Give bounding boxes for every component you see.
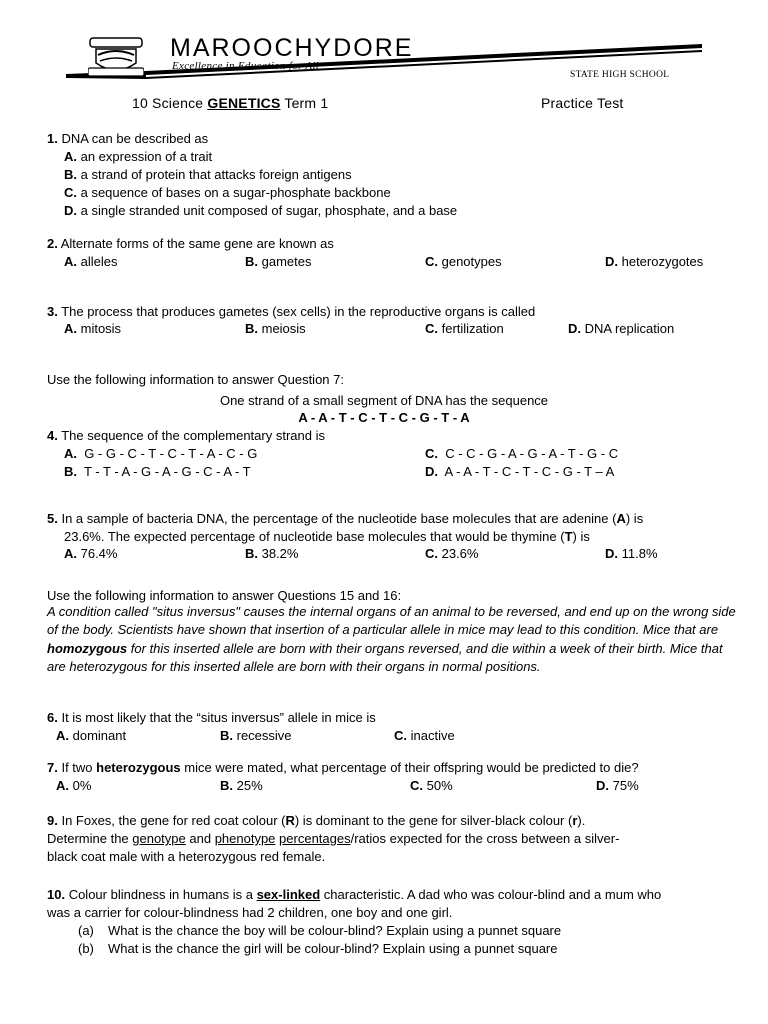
school-type: STATE HIGH SCHOOL bbox=[570, 70, 670, 80]
info-intro-q15-16: Use the following information to answer Questions 15 and 16: bbox=[47, 588, 402, 603]
q5-option-c: C. 23.6% bbox=[425, 546, 479, 561]
question-10-line2: was a carrier for colour-blindness had 2 children, one boy and one girl. bbox=[47, 905, 453, 920]
q5-option-b: B. 38.2% bbox=[245, 546, 299, 561]
q3-option-c: C. fertilization bbox=[425, 321, 504, 336]
info-intro-q7: Use the following information to answer Question 7: bbox=[47, 372, 344, 387]
q3-option-b: B. meiosis bbox=[245, 321, 306, 336]
q10-part-b-label: (b) bbox=[78, 941, 94, 956]
question-7: 7. If two heterozygous mice were mated, what percentage of their offspring would be predicted to die? bbox=[47, 760, 639, 775]
q1-option-b: B. a strand of protein that attacks foreign antigens bbox=[64, 167, 352, 182]
title-suffix: Term 1 bbox=[280, 95, 329, 111]
situs-inversus-passage: A condition called "situs inversus" causes the internal organs of an animal to be reversed, and end up on the wrong side of the body. Scientists have shown that insertion of a particular allele in mice may lead to this condition. Mice that are homozygous for this inserted allele are born with their organs reversed, and die within a week of their birth. Mice that are heterozygous for this inserted allele are born with their organs in normal positions. bbox=[47, 604, 736, 674]
question-6: 6. It is most likely that the “situs inversus” allele in mice is bbox=[47, 710, 376, 725]
question-9-line2: Determine the genotype and phenotype percentages/ratios expected for the cross between a silver- bbox=[47, 831, 620, 846]
practice-test-label: Practice Test bbox=[541, 95, 624, 111]
school-name: MAROOCHYDORE bbox=[170, 34, 414, 62]
q7-option-c: C. 50% bbox=[410, 778, 453, 793]
title-subject: GENETICS bbox=[207, 95, 281, 111]
dna-sequence: A - A - T - C - T - C - G - T - A bbox=[298, 410, 470, 425]
page-title bbox=[132, 95, 328, 111]
q6-option-c: C. inactive bbox=[394, 728, 455, 743]
q1-option-d: D. a single stranded unit composed of sugar, phosphate, and a base bbox=[64, 203, 458, 218]
q1-option-a: A. an expression of a trait bbox=[64, 149, 213, 164]
q4-option-a: A. G - G - C - T - C - T - A - C - G bbox=[64, 446, 258, 461]
question-9-line1: 9. In Foxes, the gene for red coat colour (R) is dominant to the gene for silver-black colour (r). bbox=[47, 813, 586, 828]
info-dna-line: One strand of a small segment of DNA has the sequence bbox=[219, 393, 549, 408]
q5-option-a: A. 76.4% bbox=[64, 546, 118, 561]
q3-option-a: A. mitosis bbox=[64, 321, 122, 336]
q2-option-d: D. heterozygotes bbox=[605, 254, 704, 269]
question-5-line2: 23.6%. The expected percentage of nucleotide base molecules that would be thymine (T) is bbox=[64, 529, 590, 544]
q2-option-b: B. gametes bbox=[245, 254, 312, 269]
q10-part-a-label: (a) bbox=[78, 923, 94, 938]
q10-part-a-text: What is the chance the boy will be colour-blind? Explain using a punnet square bbox=[108, 923, 562, 938]
q4-option-c: C. C - C - G - A - G - A - T - G - C bbox=[425, 446, 619, 461]
question-10-line1: 10. Colour blindness in humans is a sex-linked characteristic. A dad who was colour-blind and a mum who bbox=[47, 887, 662, 902]
q7-option-b: B. 25% bbox=[220, 778, 263, 793]
question-3: 3. The process that produces gametes (sex cells) in the reproductive organs is called bbox=[47, 304, 536, 319]
question-2: 2. Alternate forms of the same gene are known as bbox=[47, 236, 334, 251]
question-number: 1. bbox=[47, 131, 58, 146]
q4-option-d: D. A - A - T - C - T - C - G - T – A bbox=[425, 464, 615, 479]
q7-option-a: A. 0% bbox=[56, 778, 92, 793]
question-1 bbox=[47, 130, 208, 148]
question-5-line1: 5. In a sample of bacteria DNA, the percentage of the nucleotide base molecules that are adenine (A) is bbox=[47, 511, 644, 526]
q10-part-b-text: What is the chance the girl will be colour-blind? Explain using a punnet square bbox=[108, 941, 558, 956]
q4-option-b: B. T - T - A - G - A - G - C - A - T bbox=[64, 464, 251, 479]
q6-option-a: A. dominant bbox=[56, 728, 127, 743]
school-crest-icon bbox=[88, 37, 144, 77]
q5-option-d: D. 11.8% bbox=[605, 546, 658, 561]
q2-option-a: A. alleles bbox=[64, 254, 118, 269]
school-motto: Excellence in Education for All bbox=[172, 60, 320, 72]
q1-option-c: C. a sequence of bases on a sugar-phosphate backbone bbox=[64, 185, 391, 200]
q7-option-d: D. 75% bbox=[596, 778, 639, 793]
question-9-line3: black coat male with a heterozygous red female. bbox=[47, 849, 326, 864]
q6-option-b: B. recessive bbox=[220, 728, 292, 743]
question-text: DNA can be described as bbox=[57, 131, 209, 146]
q2-option-c: C. genotypes bbox=[425, 254, 502, 269]
title-prefix: 10 Science bbox=[132, 95, 208, 111]
question-4: 4. The sequence of the complementary strand is bbox=[47, 428, 325, 443]
q3-option-d: D. DNA replication bbox=[568, 321, 675, 336]
